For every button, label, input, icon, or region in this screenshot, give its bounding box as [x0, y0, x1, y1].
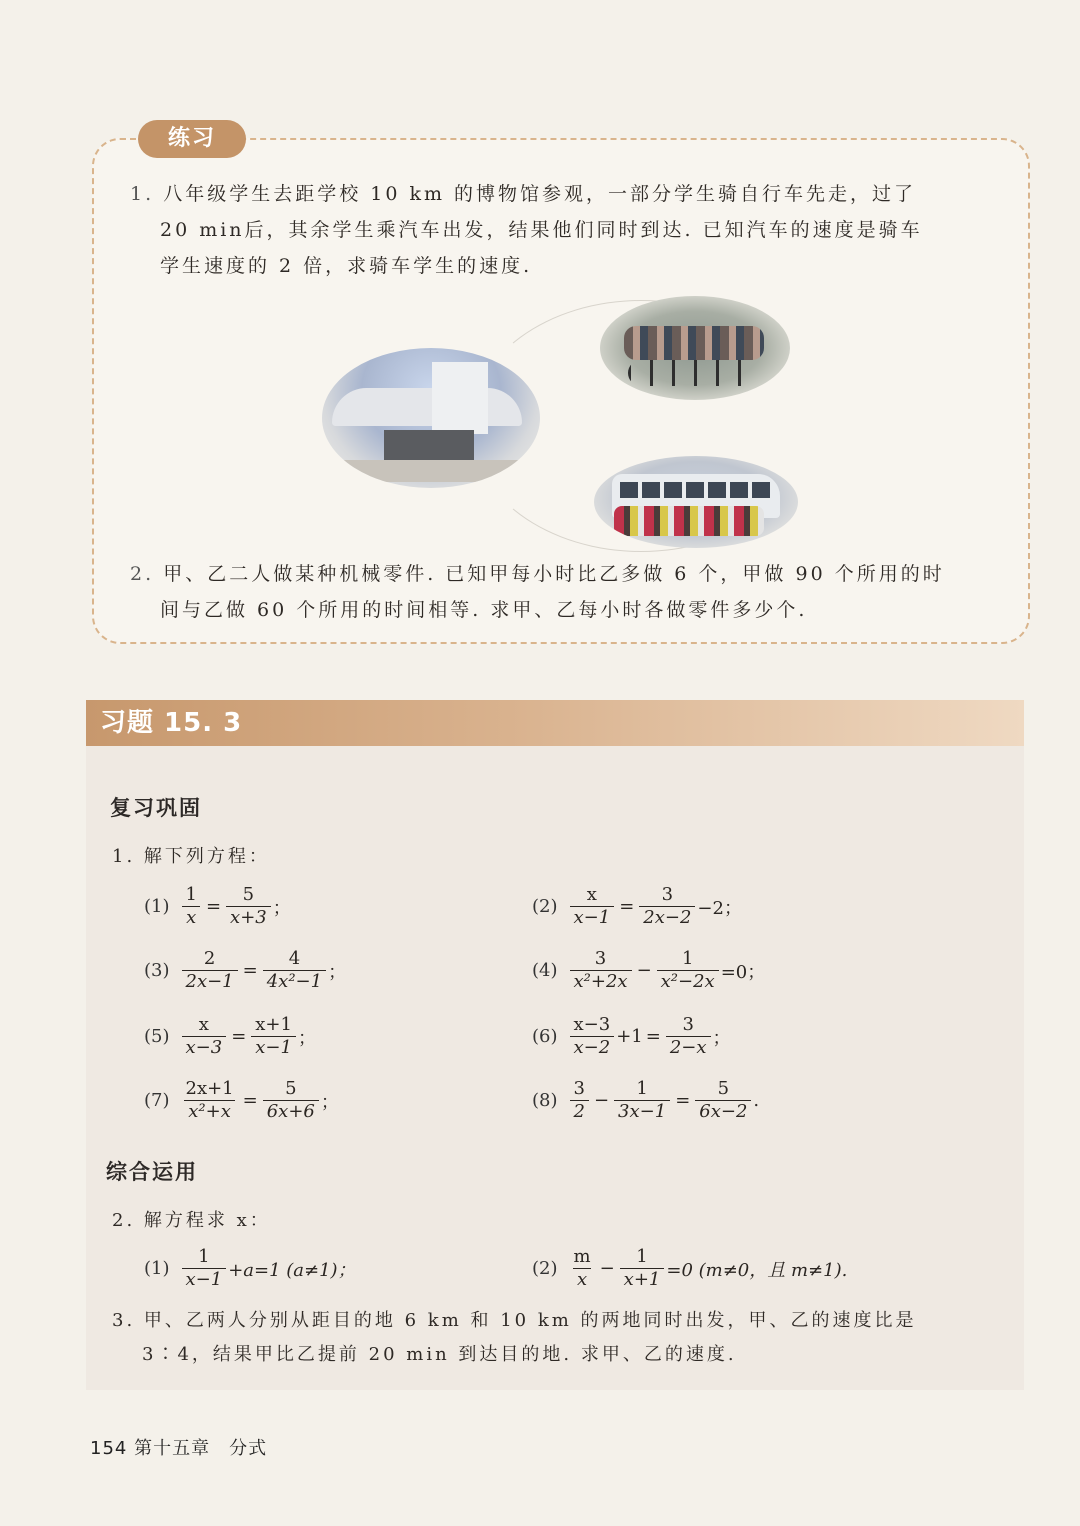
denominator: 3x−1 [614, 1100, 670, 1123]
museum-photo [322, 348, 540, 488]
equation-tail: =0 (m≠0，且 m≠1). [666, 1259, 848, 1281]
numerator: 1 [185, 884, 197, 905]
denominator: x−2 [570, 1036, 615, 1059]
q1-line-3: 学生速度的 2 倍，求骑车学生的速度. [160, 255, 533, 277]
section-heading-application: 综合运用 [106, 1160, 198, 1184]
equation-label: (4) [532, 960, 558, 981]
equation-tail: ； [328, 961, 347, 983]
denominator: 2x−2 [639, 906, 695, 929]
denominator: 4x²−1 [263, 970, 326, 993]
practice-question-2 [130, 556, 945, 628]
numerator: 5 [242, 884, 255, 905]
equation-label: (7) [144, 1090, 170, 1111]
denominator: x−1 [251, 1036, 296, 1059]
q2-line-1: 甲、乙二人做某种机械零件. 已知甲每小时比乙多做 6 个，甲做 90 个所用的时 [163, 563, 945, 585]
q2-line-2: 间与乙做 60 个所用的时间相等. 求甲、乙每小时各做零件多少个. [160, 599, 808, 621]
practice-q1-line [130, 176, 923, 212]
equation-tail: =0； [720, 961, 766, 983]
q3-line-1: 3. 甲、乙两人分别从距目的地 6 km 和 10 km 的两地同时出发，甲、乙的速度比是 [112, 1310, 917, 1331]
question-number: 2. [130, 563, 155, 585]
page-footer: 154 第十五章 分式 [90, 1438, 268, 1459]
denominator: 6x+6 [263, 1100, 319, 1123]
cyclists-photo [600, 296, 790, 400]
equation-label: (1) [144, 896, 170, 917]
numerator: 3 [573, 1078, 585, 1099]
equation-4: (4) $\frac{3}{\text{x²+2x}}$ − $\frac{1}{\text{x²−2x}}$ =0； [532, 948, 766, 992]
equation-tail: ； [712, 1027, 731, 1049]
equation-3: (3) $\frac{2}{2x-1}$ = $\frac{4}{\text{4x²−1}}$ ； [144, 948, 347, 992]
equation-2: (2) $\frac{x}{x-1}$ = $\frac{3}{2x-2}$ −2； [532, 884, 742, 928]
equation-1: (1) $\frac{1}{x}$ = $\frac{5}{x+3}$ ； [144, 884, 291, 928]
equation-label: (3) [144, 960, 170, 981]
equation-q2-1 [144, 1246, 356, 1291]
equation-5: (5) $\frac{x}{x-3}$ = $\frac{x+1}{x-1}$ ； [144, 1014, 316, 1058]
denominator: 6x−2 [695, 1100, 751, 1123]
equation-tail: −2； [697, 897, 742, 919]
numerator: 3 [661, 884, 674, 905]
exercise-title: 习题 15. 3 [100, 708, 243, 738]
numerator: m [573, 1246, 591, 1267]
numerator: x [586, 884, 597, 905]
numerator: 2x+1 [185, 1078, 234, 1099]
exercise-q1-intro: 1. 解下列方程： [112, 846, 270, 867]
equation-label: (8) [532, 1090, 558, 1111]
denominator: x [182, 906, 200, 929]
denominator: x+3 [226, 906, 271, 929]
numerator: 1 [198, 1246, 210, 1267]
equation-tail: ； [272, 897, 291, 919]
denominator: 2−x [666, 1036, 711, 1059]
denominator: x−1 [182, 1268, 227, 1291]
denominator: x²−2x [657, 970, 719, 993]
denominator: 2x−1 [182, 970, 238, 993]
practice-tab-label: 练习 [138, 120, 246, 158]
q1-line-2: 20 min后，其余学生乘汽车出发，结果他们同时到达. 已知汽车的速度是骑车 [160, 219, 923, 241]
numerator: 3 [594, 948, 607, 969]
equation-6: (6) $\frac{x-3}{x-2}$ +1 = $\frac{3}{2-x}$ ； [532, 1014, 731, 1058]
equation-label: (2) [532, 896, 558, 917]
exercise-question-3 [112, 1304, 917, 1372]
equation-tail: . [753, 1090, 760, 1111]
bus-photo [594, 456, 798, 548]
equation-label: (1) [144, 1258, 170, 1279]
equation-7: (7) $\frac{2x+1}{\text{x²+x}}$ = $\frac{5}{6x+6}$ ； [144, 1078, 339, 1122]
denominator: x [573, 1268, 591, 1291]
numerator: 1 [681, 948, 694, 969]
numerator: 1 [636, 1078, 648, 1099]
exercise-q2-intro: 2. 解方程求 x： [112, 1210, 271, 1231]
denominator: x²+2x [570, 970, 632, 993]
equation-label: (6) [532, 1026, 558, 1047]
numerator: x−3 [573, 1014, 611, 1035]
numerator: 1 [636, 1246, 648, 1267]
question-number: 1. [130, 183, 155, 205]
equation-8: (8) $\frac{3}{2}$ − $\frac{1}{3x-1}$ = $\frac{5}{6x-2}$ . [532, 1078, 760, 1122]
denominator: x−1 [570, 906, 615, 929]
q3-line-2: 3∶4，结果甲比乙提前 20 min 到达目的地. 求甲、乙的速度. [142, 1344, 737, 1365]
equation-label: (5) [144, 1026, 170, 1047]
practice-question-1 [130, 176, 923, 284]
numerator: 5 [717, 1078, 730, 1099]
section-heading-review: 复习巩固 [110, 796, 202, 820]
numerator: 4 [288, 948, 301, 969]
numerator: 2 [203, 948, 216, 969]
equation-label: (2) [532, 1258, 558, 1279]
equation-tail: +a=1 (a≠1)； [228, 1259, 356, 1281]
practice-q2-line [130, 556, 945, 592]
q1-line-1: 八年级学生去距学校 10 km 的博物馆参观，一部分学生骑自行车先走，过了 [163, 183, 917, 205]
denominator: x²+x [184, 1100, 235, 1123]
equation-tail: ； [320, 1091, 339, 1113]
numerator: 5 [285, 1078, 297, 1099]
denominator: x−3 [182, 1036, 227, 1059]
equation-tail: ； [297, 1027, 316, 1049]
denominator: 2 [570, 1100, 589, 1123]
numerator: 3 [682, 1014, 694, 1035]
equation-q2-2: (2) $\frac{m}{x}$ − $\frac{1}{x+1}$ =0 (m≠0，且 m≠1). [532, 1246, 848, 1290]
numerator: x+1 [255, 1014, 292, 1035]
equation-middle-term: +1 [616, 1026, 643, 1047]
numerator: x [198, 1014, 209, 1035]
denominator: x+1 [620, 1268, 665, 1291]
